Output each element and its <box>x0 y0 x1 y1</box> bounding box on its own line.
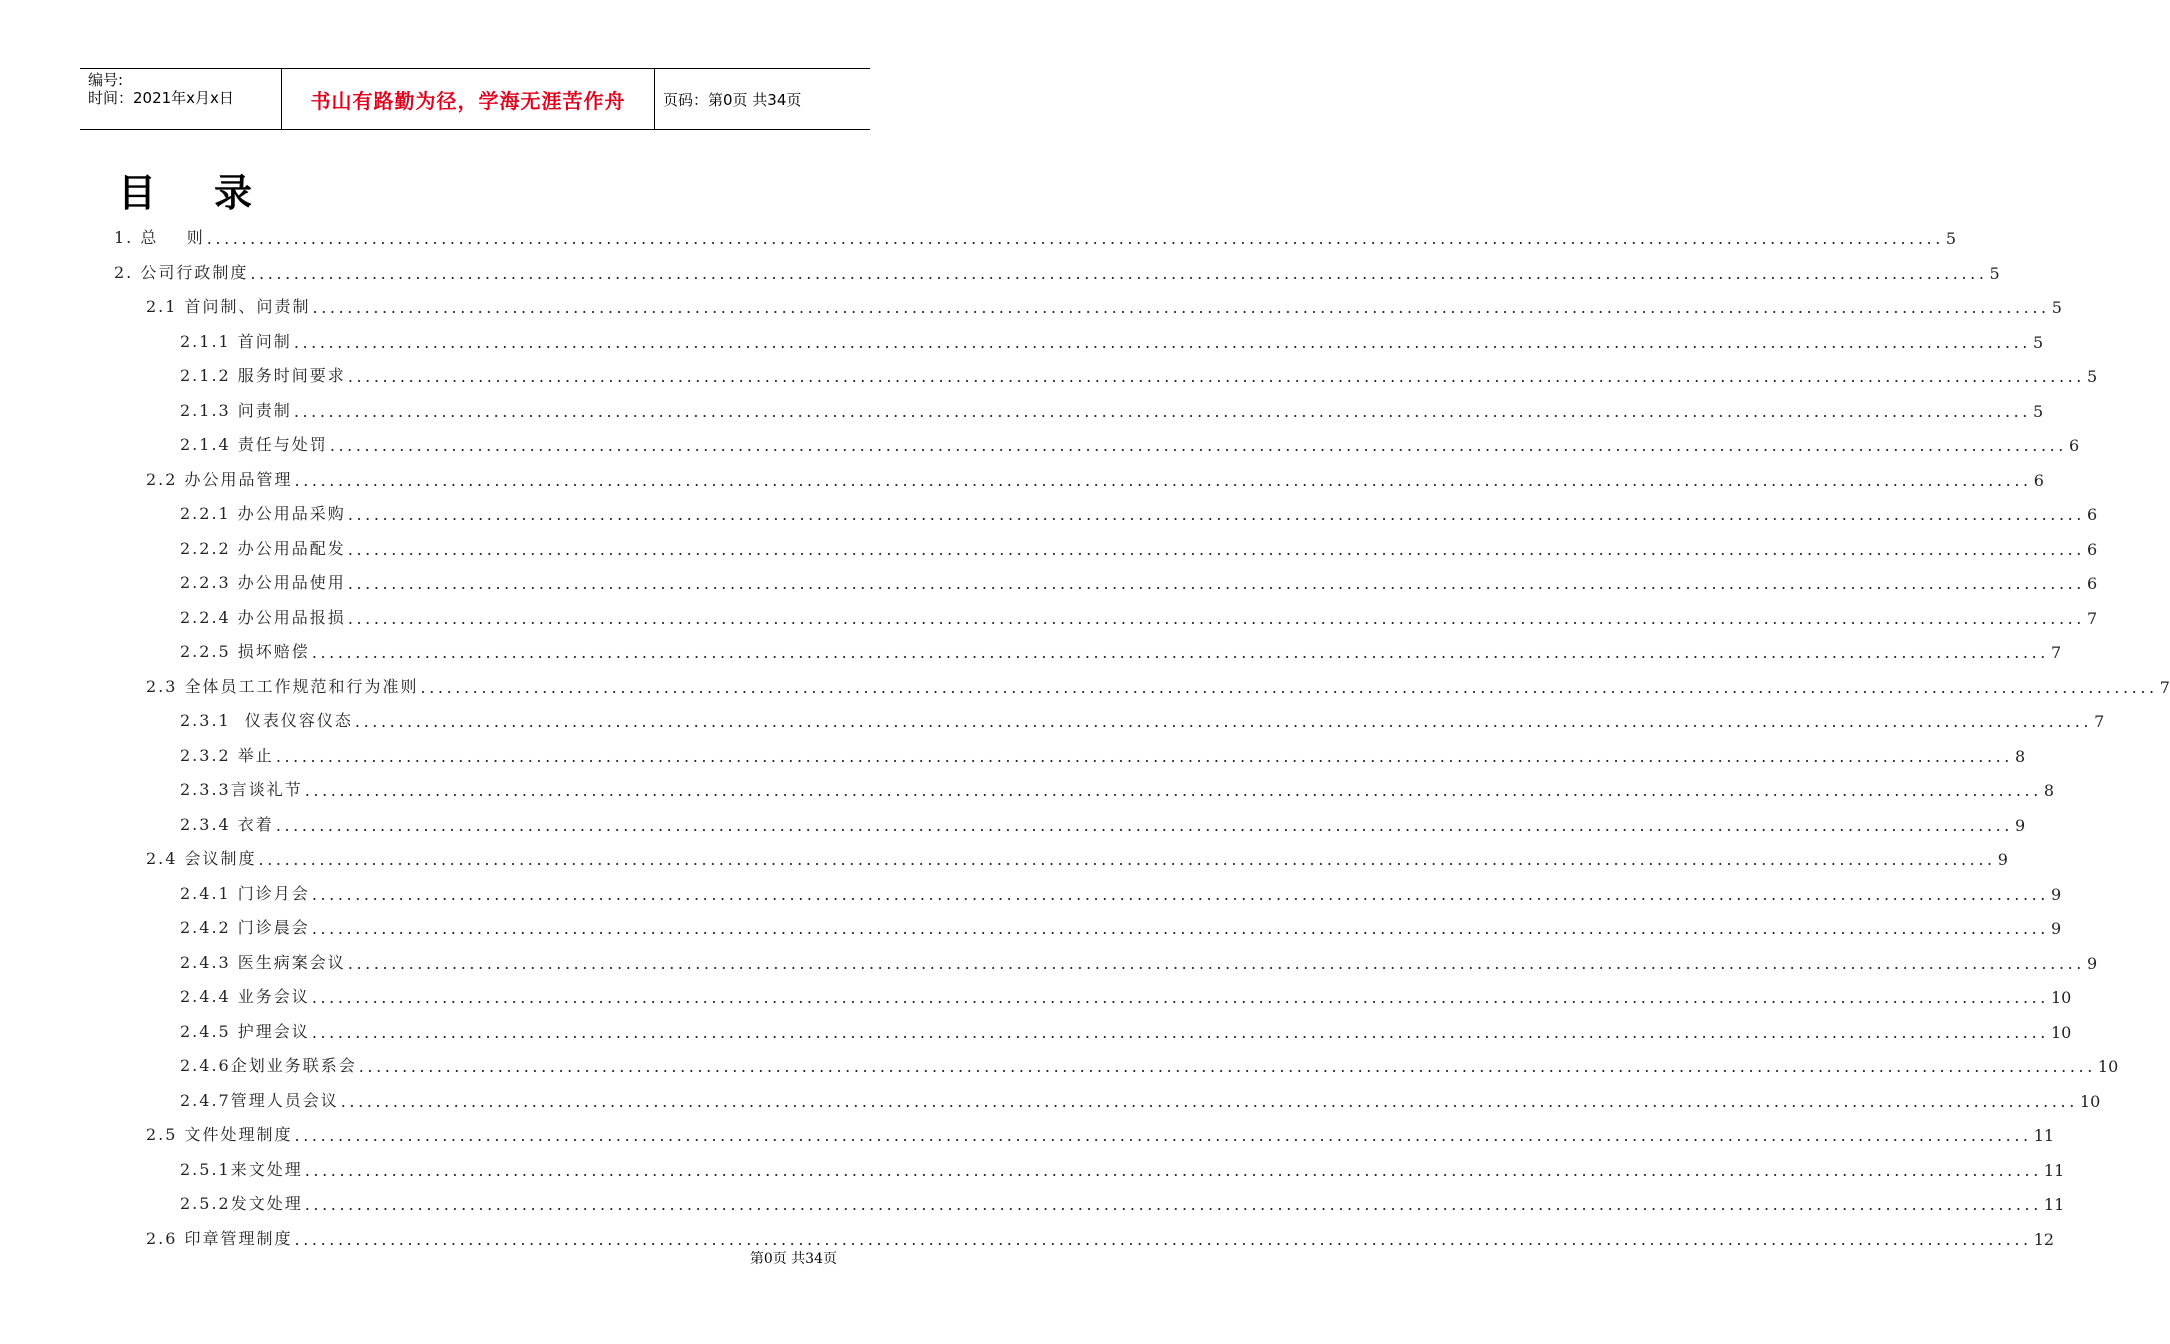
toc-entry-label: 2.4.3 医生病案会议 <box>180 952 346 972</box>
footer-page-info: 第0页 共34页 <box>749 1251 837 1267</box>
toc-entry-label: 2.3.1 仪表仪容仪态 <box>180 711 353 730</box>
toc-entry[interactable] <box>114 253 2000 283</box>
toc-entry-page: 9 <box>2051 919 2062 938</box>
toc-leader-dots: ........................................................................................................................................................................................................ <box>329 436 2067 455</box>
toc-entry[interactable] <box>180 425 2080 455</box>
toc-leader-dots: ........................................................................................................................................................................................................ <box>275 815 2013 835</box>
toc-entry-label: 2.4.5 护理会议 <box>180 1021 310 1041</box>
toc-entry-label: 2.2.2 办公用品配发 <box>180 538 346 558</box>
toc-entry[interactable] <box>180 874 2062 904</box>
toc-entry-label: 2.2 办公用品管理 <box>146 469 293 489</box>
toc-entry-page: 5 <box>2051 298 2062 317</box>
toc-entry[interactable] <box>180 1150 2065 1180</box>
toc-leader-dots: ........................................................................................................................................................................................................ <box>340 1091 2078 1111</box>
toc-entry-page: 5 <box>2033 332 2044 352</box>
toc-leader-dots: ........................................................................................................................................................................................................ <box>354 712 2093 731</box>
toc-entry-page: 8 <box>2043 781 2055 800</box>
toc-entry[interactable] <box>180 598 2098 628</box>
toc-entry-page: 5 <box>1945 229 1957 248</box>
toc-entry[interactable] <box>146 1115 2055 1145</box>
toc-entry-page: 7 <box>2094 712 2105 731</box>
toc-entry[interactable] <box>180 1081 2101 1111</box>
toc-leader-dots: ........................................................................................................................................................................................................ <box>311 884 2049 904</box>
toc-entry-label: 2.4.7管理人员会议 <box>180 1090 339 1110</box>
toc-entry-label: 2.3.3言谈礼节 <box>180 780 303 799</box>
header-meta-cell <box>80 69 282 129</box>
toc-entry-page: 12 <box>2033 1229 2055 1249</box>
toc-entry[interactable] <box>146 460 2044 490</box>
toc-entry-label: 2.1.4 责任与处罚 <box>180 435 328 454</box>
toc-entry-page: 5 <box>2087 367 2098 386</box>
toc-entry-label: 2.5.2发文处理 <box>180 1194 303 1213</box>
toc-entry[interactable] <box>180 770 2055 800</box>
toc-entry-label: 2.4.1 门诊月会 <box>180 883 310 903</box>
motto: 书山有路勤为径，学海无涯苦作舟 <box>310 88 626 113</box>
toc-entry[interactable] <box>146 667 2170 697</box>
toc-entry-page: 7 <box>2087 608 2098 628</box>
toc-entry-page: 5 <box>1989 263 2000 283</box>
page-header <box>80 68 870 130</box>
toc-entry[interactable] <box>180 805 2026 835</box>
toc-leader-dots: ........................................................................................................................................................................................................ <box>311 919 2049 938</box>
toc-entry-label: 2.1.3 问责制 <box>180 400 292 420</box>
toc-entry-page: 9 <box>1997 850 2008 869</box>
toc-leader-dots: ........................................................................................................................................................................................................ <box>304 1160 2042 1180</box>
toc-entry[interactable] <box>180 494 2098 524</box>
time-label: 时间：2021年x月x日 <box>88 89 234 107</box>
toc-title <box>118 162 252 217</box>
toc-leader-dots: ........................................................................................................................................................................................................ <box>347 574 2085 593</box>
toc-leader-dots: ........................................................................................................................................................................................................ <box>275 746 2013 766</box>
toc-entry-label: 2.4 会议制度 <box>146 849 257 868</box>
toc-leader-dots: ........................................................................................................................................................................................................ <box>311 1022 2049 1042</box>
toc-entry-page: 7 <box>2051 643 2062 662</box>
toc-leader-dots: ........................................................................................................................................................................................................ <box>206 229 1944 248</box>
toc-entry-page: 11 <box>2033 1126 2055 1145</box>
toc-leader-dots: ........................................................................................................................................................................................................ <box>258 850 1996 869</box>
toc-entry-label: 2.4.6企划业务联系会 <box>180 1056 357 1075</box>
toc-entry-page: 6 <box>2033 470 2044 490</box>
toc-entry-page: 7 <box>2159 677 2170 697</box>
toc-entry-label: 2.1 首问制、问责制 <box>146 297 311 316</box>
toc-entry[interactable] <box>180 563 2098 593</box>
toc-entry[interactable] <box>180 1012 2072 1042</box>
toc-entry-label: 1. 总 则 <box>114 228 205 247</box>
toc-leader-dots: ........................................................................................................................................................................................................ <box>347 608 2085 628</box>
toc-entry-page: 9 <box>2051 884 2062 904</box>
toc-leader-dots: ........................................................................................................................................................................................................ <box>347 505 2085 524</box>
toc-entry[interactable] <box>180 977 2072 1007</box>
toc-title-part1: 目 <box>118 170 157 215</box>
toc-entry[interactable] <box>180 529 2098 559</box>
toc-leader-dots: ........................................................................................................................................................................................................ <box>311 988 2049 1007</box>
toc-entry[interactable] <box>180 391 2044 421</box>
toc-leader-dots: ........................................................................................................................................................................................................ <box>304 781 2042 800</box>
toc-entry-page: 10 <box>2051 1022 2072 1042</box>
toc-entry[interactable] <box>180 1046 2119 1076</box>
toc-entry-label: 2.2.1 办公用品采购 <box>180 504 346 523</box>
toc-leader-dots: ........................................................................................................................................................................................................ <box>293 401 2031 421</box>
toc-entry-page: 6 <box>2087 574 2098 593</box>
toc-leader-dots: ........................................................................................................................................................................................................ <box>347 953 2085 973</box>
toc-entry-label: 2.3 全体员工工作规范和行为准则 <box>146 676 419 696</box>
toc-entry-label: 2.1.1 首问制 <box>180 331 292 351</box>
toc-entry-label: 2.3.2 举止 <box>180 745 274 765</box>
header-page-info: 页码：第0页 共34页 <box>663 90 802 109</box>
toc-leader-dots: ........................................................................................................................................................................................................ <box>347 539 2085 559</box>
toc-entry-label: 2.6 印章管理制度 <box>146 1228 293 1248</box>
toc-leader-dots: ........................................................................................................................................................................................................ <box>294 1229 2032 1249</box>
toc-entry-label: 2.2.3 办公用品使用 <box>180 573 346 592</box>
toc-entry-page: 5 <box>2033 401 2044 421</box>
toc-leader-dots: ........................................................................................................................................................................................................ <box>311 643 2049 662</box>
toc-entry[interactable] <box>180 736 2026 766</box>
toc-entry[interactable] <box>180 943 2098 973</box>
toc-entry-label: 2.3.4 衣着 <box>180 814 274 834</box>
toc-entry[interactable] <box>114 218 1957 248</box>
toc-leader-dots: ........................................................................................................................................................................................................ <box>304 1195 2042 1214</box>
toc-entry-page: 8 <box>2015 746 2026 766</box>
toc-entry-page: 9 <box>2087 953 2098 973</box>
toc-entry-label: 2.2.4 办公用品报损 <box>180 607 346 627</box>
toc-entry-page: 10 <box>2051 988 2072 1007</box>
toc-entry-label: 2. 公司行政制度 <box>114 262 249 282</box>
toc-entry-page: 11 <box>2043 1195 2065 1214</box>
toc-entry[interactable] <box>146 1219 2055 1249</box>
toc-entry[interactable] <box>180 1184 2065 1214</box>
toc-entry-label: 2.1.2 服务时间要求 <box>180 366 346 385</box>
toc-entry-page: 11 <box>2043 1160 2065 1180</box>
toc-leader-dots: ........................................................................................................................................................................................................ <box>294 470 2032 490</box>
toc-leader-dots: ........................................................................................................................................................................................................ <box>294 1126 2032 1145</box>
toc-entry-label: 2.5.1来文处理 <box>180 1159 303 1179</box>
number-label: 编号: <box>88 71 124 89</box>
toc-entry[interactable] <box>180 701 2105 731</box>
toc-leader-dots: ........................................................................................................................................................................................................ <box>250 263 1988 283</box>
header-motto-cell <box>282 69 655 129</box>
toc-entry-label: 2.5 文件处理制度 <box>146 1125 293 1144</box>
toc-leader-dots: ........................................................................................................................................................................................................ <box>312 298 2050 317</box>
toc-entry-page: 6 <box>2069 436 2080 455</box>
toc-entry[interactable] <box>180 908 2062 938</box>
toc-entry-page: 6 <box>2087 539 2098 559</box>
toc-entry[interactable] <box>180 356 2098 386</box>
toc-entry-page: 9 <box>2015 815 2026 835</box>
toc-leader-dots: ........................................................................................................................................................................................................ <box>420 677 2158 697</box>
toc-entry-page: 10 <box>2097 1057 2119 1076</box>
toc-leader-dots: ........................................................................................................................................................................................................ <box>347 367 2085 386</box>
toc-entry[interactable] <box>146 287 2062 317</box>
header-page-cell <box>655 69 870 129</box>
toc-title-part2: 录 <box>214 170 253 215</box>
toc-entry[interactable] <box>180 632 2062 662</box>
toc-entry[interactable] <box>180 322 2044 352</box>
toc-leader-dots: ........................................................................................................................................................................................................ <box>293 332 2031 352</box>
toc-entry-label: 2.4.4 业务会议 <box>180 987 310 1006</box>
toc-entry-label: 2.4.2 门诊晨会 <box>180 918 310 937</box>
toc-entry[interactable] <box>146 839 2008 869</box>
toc-entry-page: 6 <box>2087 505 2098 524</box>
toc-entry-page: 10 <box>2079 1091 2101 1111</box>
toc-leader-dots: ........................................................................................................................................................................................................ <box>358 1057 2096 1076</box>
toc-entry-label: 2.2.5 损坏赔偿 <box>180 642 310 661</box>
